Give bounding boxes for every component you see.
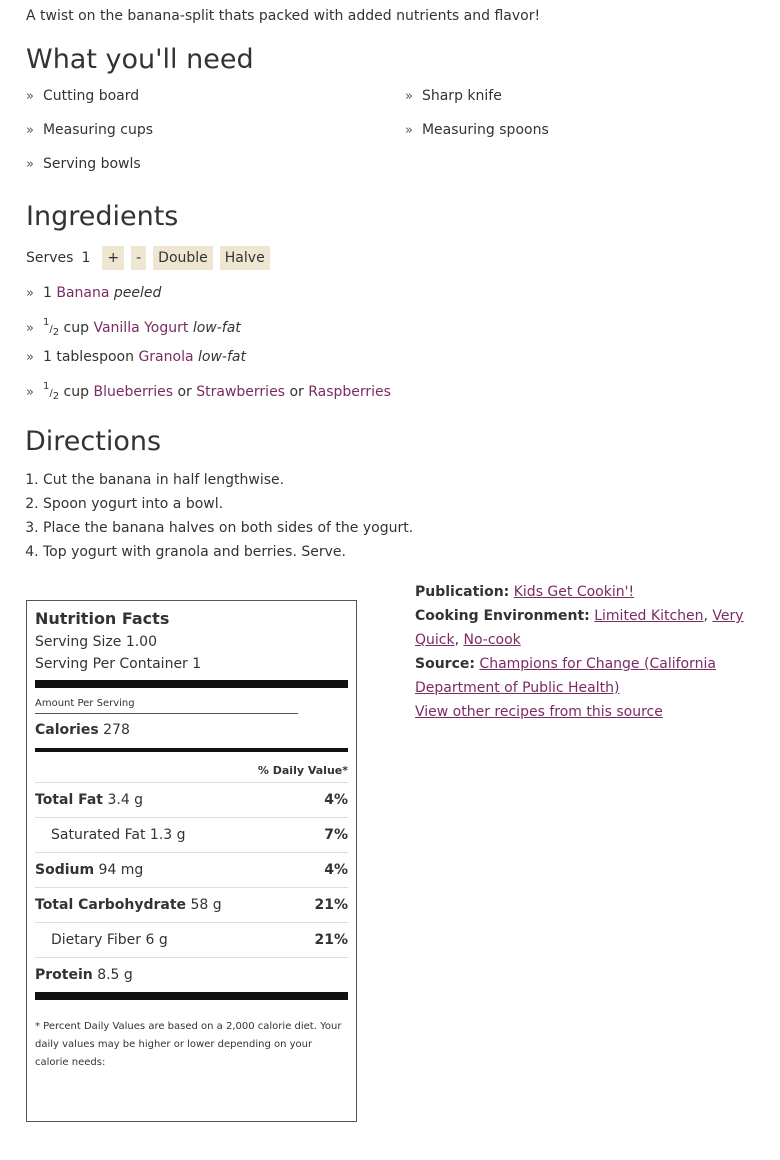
- daily-value-header: % Daily Value*: [257, 764, 348, 777]
- increase-servings-button[interactable]: +: [102, 246, 124, 270]
- source-line: Source: Champions for Change (California Department of Public Health): [415, 656, 716, 696]
- environment-link[interactable]: Very Quick: [415, 608, 744, 648]
- nutrient-row: Saturated Fat 1.3 g 7%: [35, 817, 348, 852]
- other-recipes-link[interactable]: View other recipes from this source: [415, 704, 663, 720]
- environment-link[interactable]: Limited Kitchen: [594, 608, 704, 624]
- list-item: » Serving bowls: [26, 156, 141, 172]
- serves-control: [26, 246, 277, 270]
- cooking-environment-line: Cooking Environment: Limited Kitchen, Very Quick, No-cook: [415, 608, 744, 648]
- divider: [35, 713, 298, 714]
- source-link[interactable]: Champions for Change (California Department of Public Health): [415, 656, 716, 696]
- amount-per-serving: Amount Per Serving: [35, 698, 135, 709]
- publication-line: Publication: Kids Get Cookin'!: [415, 584, 635, 600]
- calories-line: Calories 278: [35, 722, 130, 738]
- direction-step: 3. Place the banana halves on both sides of the yogurt.: [43, 516, 413, 540]
- serves-label: Serves: [26, 250, 74, 266]
- servings-per-container: Serving Per Container 1: [35, 656, 202, 672]
- ingredient-link[interactable]: Vanilla Yogurt: [93, 320, 189, 336]
- list-item: » Sharp knife: [405, 88, 502, 104]
- nutrition-footnote: * Percent Daily Values are based on a 2,000 calorie diet. Your daily values may be higher or lower depending on your calorie needs:: [35, 1021, 342, 1068]
- double-button[interactable]: Double: [153, 246, 213, 270]
- ingredient-link[interactable]: Banana: [56, 285, 110, 301]
- nutrient-row: Total Fat 3.4 g 4%: [35, 782, 348, 817]
- direction-step: 4. Top yogurt with granola and berries. Serve.: [43, 540, 413, 564]
- ingredient-item: » $^1/_2$ cup Vanilla Yogurt low-fat: [26, 317, 241, 338]
- ingredient-link[interactable]: Strawberries: [196, 384, 285, 400]
- directions-list: [0, 468, 413, 564]
- nutrition-title: Nutrition Facts: [35, 609, 170, 628]
- ingredients-heading: Ingredients: [26, 201, 179, 232]
- serving-size: Serving Size 1.00: [35, 634, 158, 650]
- direction-step: 2. Spoon yogurt into a bowl.: [43, 492, 413, 516]
- ingredient-item: » $^1/_2$ cup Blueberries or Strawberries or Raspberries: [26, 381, 391, 402]
- list-item: » Measuring cups: [26, 122, 154, 138]
- nutrient-row: Total Carbohydrate 58 g 21%: [35, 887, 348, 922]
- recipe-intro: A twist on the banana-split thats packed with added nutrients and flavor!: [26, 8, 541, 24]
- divider: [35, 748, 348, 752]
- environment-link[interactable]: No-cook: [463, 632, 521, 648]
- ingredient-link[interactable]: Raspberries: [308, 384, 391, 400]
- nutrient-row: Dietary Fiber 6 g 21%: [35, 922, 348, 957]
- publication-link[interactable]: Kids Get Cookin'!: [513, 584, 635, 600]
- decrease-servings-button[interactable]: -: [131, 246, 146, 270]
- ingredient-item: » 1 Banana peeled: [26, 285, 162, 301]
- halve-button[interactable]: Halve: [220, 246, 270, 270]
- needs-heading: What you'll need: [26, 44, 254, 75]
- directions-heading: Directions: [25, 426, 162, 457]
- divider: [35, 680, 348, 688]
- ingredient-link[interactable]: Granola: [138, 349, 194, 365]
- recipe-meta: [415, 580, 750, 724]
- ingredient-item: » 1 tablespoon Granola low-fat: [26, 349, 246, 365]
- direction-step: 1. Cut the banana in half lengthwise.: [43, 468, 413, 492]
- list-item: » Cutting board: [26, 88, 140, 104]
- nutrition-facts-panel: [26, 600, 357, 1122]
- list-item: » Measuring spoons: [405, 122, 549, 138]
- nutrient-row: Sodium 94 mg 4%: [35, 852, 348, 887]
- serves-value: 1: [81, 250, 91, 266]
- ingredient-link[interactable]: Blueberries: [93, 384, 174, 400]
- nutrient-row: Protein 8.5 g: [35, 957, 348, 992]
- divider: [35, 992, 348, 1000]
